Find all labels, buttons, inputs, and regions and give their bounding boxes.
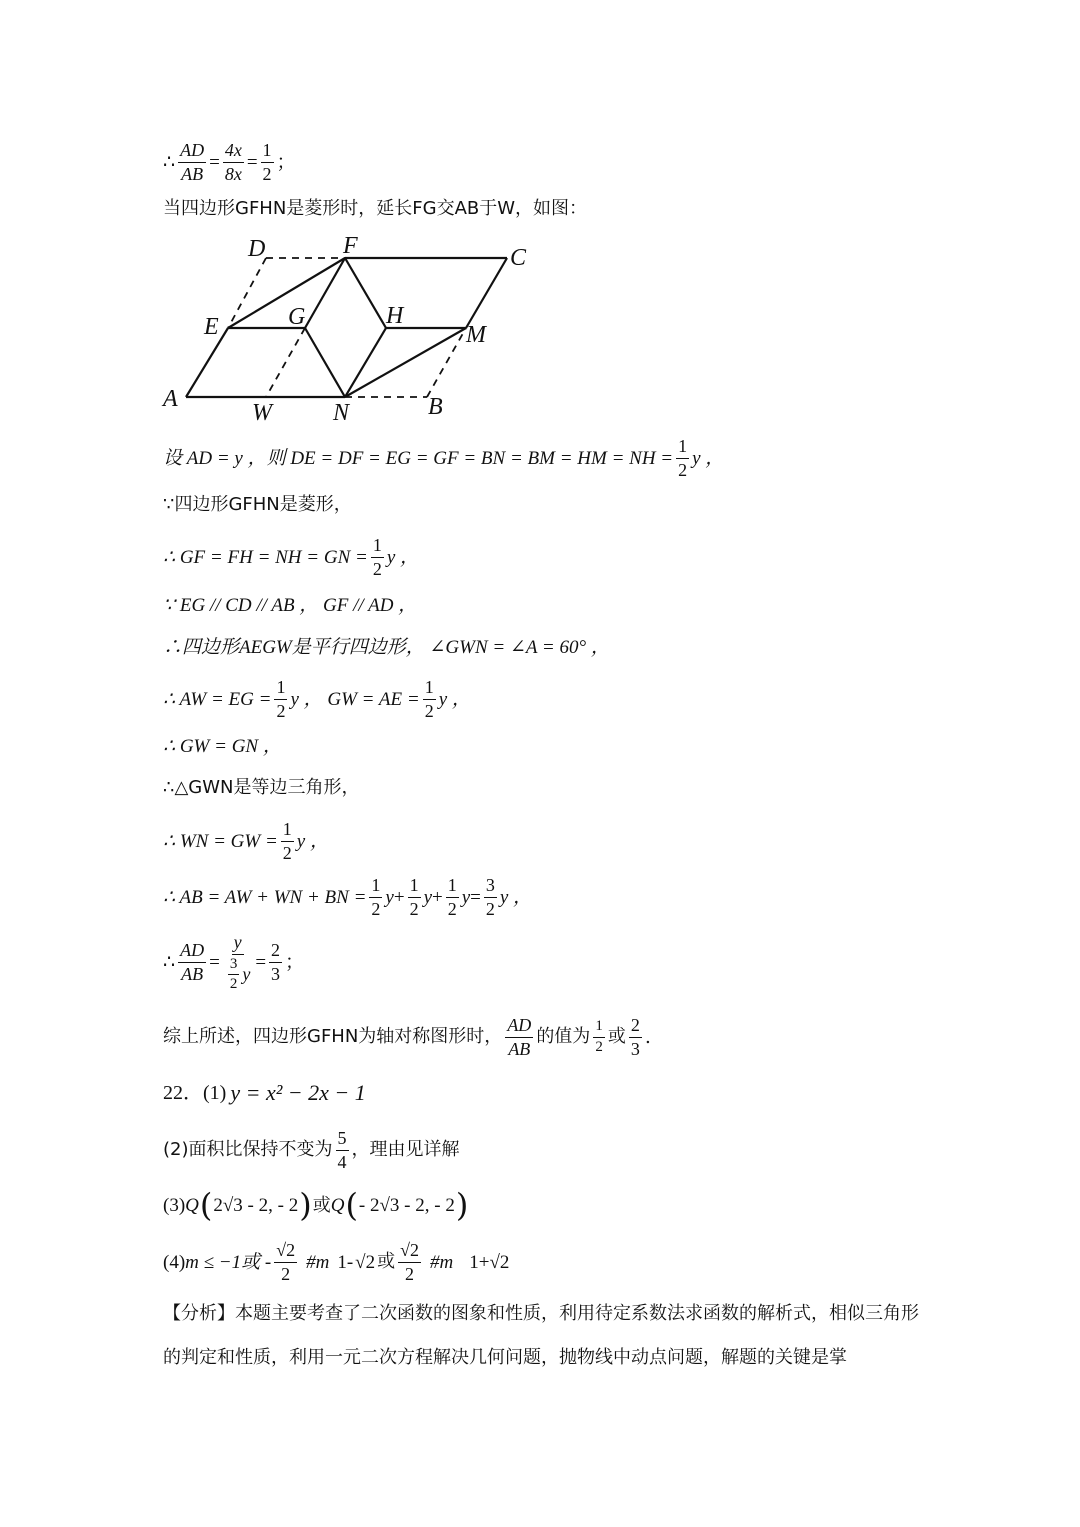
fraction-ad-ab: $\frac{AD}{AB}$ <box>507 1015 532 1059</box>
label-e: E <box>204 314 219 340</box>
fraction-one-half: $\frac{1}{2}$ <box>282 819 292 863</box>
label-f: F <box>343 233 358 259</box>
because-rhombus: ∵四边形GFHN是菱形， <box>163 494 352 515</box>
label-d: D <box>248 236 266 262</box>
fraction-one-half: $\frac{1}{2}$ <box>424 677 434 721</box>
q22-part2: (2)面积比保持不变为 $\frac{5}{4}$ ，理由见详解 <box>163 1128 460 1172</box>
fraction-one-half: $\frac{1}{2}$ <box>409 875 419 919</box>
wn-equal-line: ∴ WN = GW = $\frac{1}{2}$ y ， <box>163 819 329 863</box>
ab-sum-line: ∴ AB = AW + WN + BN = $\frac{1}{2}$ y + $\frac{1}{2}$ y + $\frac{1}{2}$ y = $\frac{3}{2}$ y ， <box>163 875 533 919</box>
ratio-line-2: ∴ $\frac{AD}{AB}$ = y $\frac{3}{2}$ y = $\frac{2}{3}$ ； <box>163 932 305 992</box>
equilateral-line: ∴△GWN是等边三角形， <box>163 777 360 798</box>
ratio-line-1: ∴ $\frac{AD}{AB}$ = $\frac{4x}{8x}$ = $\frac{1}{2}$ ； <box>163 140 296 184</box>
parallelogram-line: ∴四边形AEGW是平行四边形， ∠GWN = ∠A = 60° ， <box>163 637 610 658</box>
label-a: A <box>163 386 178 412</box>
q22-part4: (4) m ≤ −1或 - $\frac{√2}{2}$ #m 1- √2 或 $\frac{√2}{2}$ #m 1+ √2 <box>163 1240 510 1284</box>
fraction-one-half: $\frac{1}{2}$ <box>371 875 381 919</box>
fraction-4x-8x: $\frac{4x}{8x}$ <box>224 140 242 184</box>
case-rhombus-text: 当四边形GFHN是菱形时，延长FG交AB于W，如图： <box>163 198 588 219</box>
fraction-two-thirds: $\frac{2}{3}$ <box>271 940 281 985</box>
analysis-paragraph: 【分析】本题主要考查了二次函数的图象和性质，利用待定系数法求函数的解析式，相似三角形的判定和性质，利用一元二次方程解决几何问题，抛物线中动点问题，解题的关键是掌 <box>163 1303 919 1368</box>
q22-part3: (3) Q ( 2√3 - 2, - 2 ) 或 Q ( - 2√3 - 2, - 2 ) <box>163 1186 469 1224</box>
set-ad-line: 设 AD = y ，则 DE = DF = EG = GF = BN = BM = HM = NH = $\frac{1}{2}$ y ， <box>163 436 725 480</box>
fraction-one-half: $\frac{1}{2}$ <box>595 1018 603 1055</box>
fraction-one-half: $\frac{1}{2}$ <box>372 535 382 579</box>
fraction-one-half: $\frac{1}{2}$ <box>447 875 457 919</box>
label-w: W <box>252 400 272 422</box>
label-c: C <box>510 245 527 271</box>
label-g: G <box>288 304 306 330</box>
fraction-ad-ab: $\frac{AD}{AB}$ <box>180 940 205 985</box>
label-h: H <box>386 303 404 329</box>
fraction-one-half: $\frac{1}{2}$ <box>678 436 688 480</box>
q22-part1: 22．(1) y = x² − 2x − 1 <box>163 1080 366 1105</box>
fraction-three-halves: $\frac{3}{2}$ <box>485 875 495 919</box>
fraction-five-quarters: $\frac{5}{4}$ <box>337 1128 347 1172</box>
fraction-y-over-three-halves-y: y $\frac{3}{2}$ y <box>229 932 251 992</box>
therefore-symbol: ∴ <box>163 150 176 173</box>
label-b: B <box>428 394 443 420</box>
geometry-figure <box>160 232 540 422</box>
parallel-line: ∵ EG // CD // AB ， GF // AD ， <box>163 595 418 616</box>
fraction-sqrt2-over-2: $\frac{√2}{2}$ <box>400 1240 419 1284</box>
fraction-one-half: $\frac{1}{2}$ <box>276 677 286 721</box>
aw-equal-line: ∴ AW = EG = $\frac{1}{2}$ y ， GW = AE = $\frac{1}{2}$ y ， <box>163 677 471 721</box>
fraction-two-thirds: $\frac{2}{3}$ <box>630 1015 640 1059</box>
fraction-sqrt2-over-2: $\frac{√2}{2}$ <box>276 1240 296 1284</box>
fraction-ad-ab: $\frac{AD}{AB}$ <box>180 140 205 184</box>
label-n: N <box>333 400 350 422</box>
fraction-one-half: $\frac{1}{2}$ <box>262 140 272 184</box>
conclusion-line: 综上所述，四边形GFHN为轴对称图形时， $\frac{AD}{AB}$ 的值为 $\frac{1}{2}$ 或 $\frac{2}{3}$ . <box>163 1015 651 1059</box>
gf-equal-line: ∴ GF = FH = NH = GN = $\frac{1}{2}$ y ， <box>163 535 420 579</box>
label-m: M <box>466 322 486 348</box>
gw-gn-line: ∴ GW = GN ， <box>163 736 282 757</box>
